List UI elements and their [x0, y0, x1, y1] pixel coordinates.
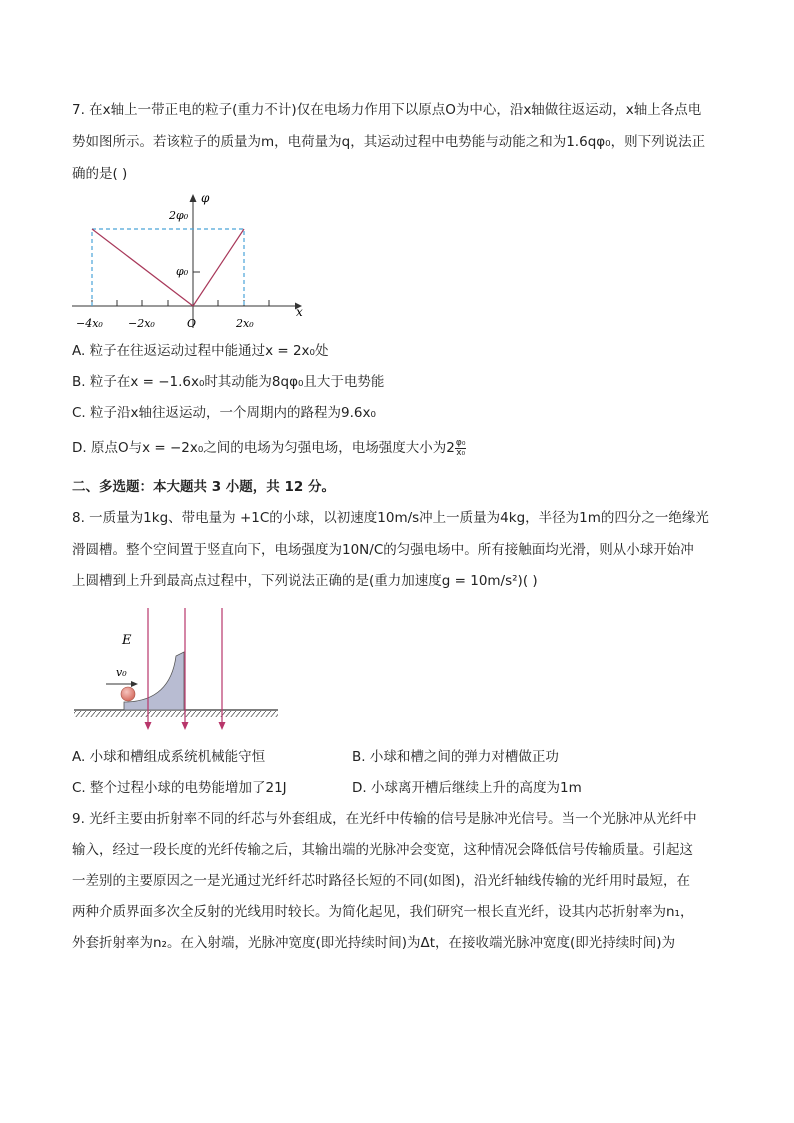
q8-groove-figure: [70, 604, 290, 734]
q7-option-d-text: D. 原点O与x = −2x₀之间的电场为匀强电场，电场强度大小为2: [72, 440, 455, 456]
field-label-e: E: [122, 633, 132, 648]
x-label-neg4x0: −4x₀: [76, 317, 103, 330]
q9-line-2: 输入，经过一段长度的光纤传输之后，其输出端的光脉冲会变宽，这种情况会降低信号传输质量。引起这: [72, 842, 693, 858]
q8-option-a[interactable]: A. 小球和槽组成系统机械能守恒: [72, 749, 266, 765]
q8-option-d[interactable]: D. 小球离开槽后继续上升的高度为1m: [352, 780, 582, 796]
x-label-neg2x0: −2x₀: [128, 317, 155, 330]
q9-line-4: 两种介质界面多次全反射的光线用时较长。为简化起见，我们研究一根长直光纤，设其内芯折射率为n₁，: [72, 904, 694, 920]
phi-axis-label: φ: [201, 191, 210, 205]
q7-line-1: 7. 在x轴上一带正电的粒子(重力不计)仅在电场力作用下以原点O为中心，沿x轴做往返运动，x轴上各点电: [72, 102, 702, 118]
origin-label: O: [187, 317, 197, 330]
y-tick-phi0: φ₀: [176, 265, 189, 278]
q9-line-3: 一差别的主要原因之一是光通过光纤纤芯时路径长短的不同(如图)，沿光纤轴线传输的光纤用时最短，在: [72, 873, 691, 889]
q8-option-c[interactable]: C. 整个过程小球的电势能增加了21J: [72, 780, 287, 796]
q8-option-b[interactable]: B. 小球和槽之间的弹力对槽做正功: [352, 749, 559, 765]
q9-line-1: 9. 光纤主要由折射率不同的纤芯与外套组成，在光纤中传输的信号是脉冲光信号。当一个光脉冲从光纤中: [72, 811, 697, 827]
q8-line-2: 滑圆槽。整个空间置于竖直向下，电场强度为10N/C的匀强电场中。所有接触面均光滑，则从小球开始冲: [72, 542, 694, 558]
q7-potential-graph: [70, 188, 310, 338]
x-axis-label: x: [296, 305, 303, 319]
q7-line-2: 势如图所示。若该粒子的质量为m，电荷量为q，其运动过程中电势能与动能之和为1.6qφ₀，则下列说法正: [72, 134, 706, 150]
q7-option-d[interactable]: [72, 438, 466, 458]
q7-line-3: 确的是( ): [72, 166, 128, 182]
q7-option-a[interactable]: A. 粒子在往返运动过程中能通过x = 2x₀处: [72, 343, 329, 359]
q8-line-3: 上圆槽到上升到最高点过程中，下列说法正确的是(重力加速度g = 10m/s²)( ): [72, 573, 538, 589]
y-tick-2phi0: 2φ₀: [169, 209, 189, 222]
fraction-numerator: φ₀: [455, 437, 466, 448]
section-2-title: 二、多选题：本大题共 3 小题，共 12 分。: [72, 479, 335, 495]
velocity-label-v0: v₀: [116, 666, 127, 679]
q9-line-5: 外套折射率为n₂。在入射端，光脉冲宽度(即光持续时间)为Δt，在接收端光脉冲宽度(即光持续时间)为: [72, 935, 676, 951]
x-label-pos2x0: 2x₀: [236, 317, 254, 330]
phi0-over-x0-fraction: [455, 439, 467, 458]
q8-line-1: 8. 一质量为1kg、带电量为 +1C的小球，以初速度10m/s冲上一质量为4kg，半径为1m的四分之一绝缘光: [72, 510, 709, 526]
q7-option-c[interactable]: C. 粒子沿x轴往返运动，一个周期内的路程为9.6x₀: [72, 405, 376, 421]
q7-option-b[interactable]: B. 粒子在x = −1.6x₀时其动能为8qφ₀且大于电势能: [72, 374, 385, 390]
fraction-denominator: x₀: [456, 447, 466, 458]
